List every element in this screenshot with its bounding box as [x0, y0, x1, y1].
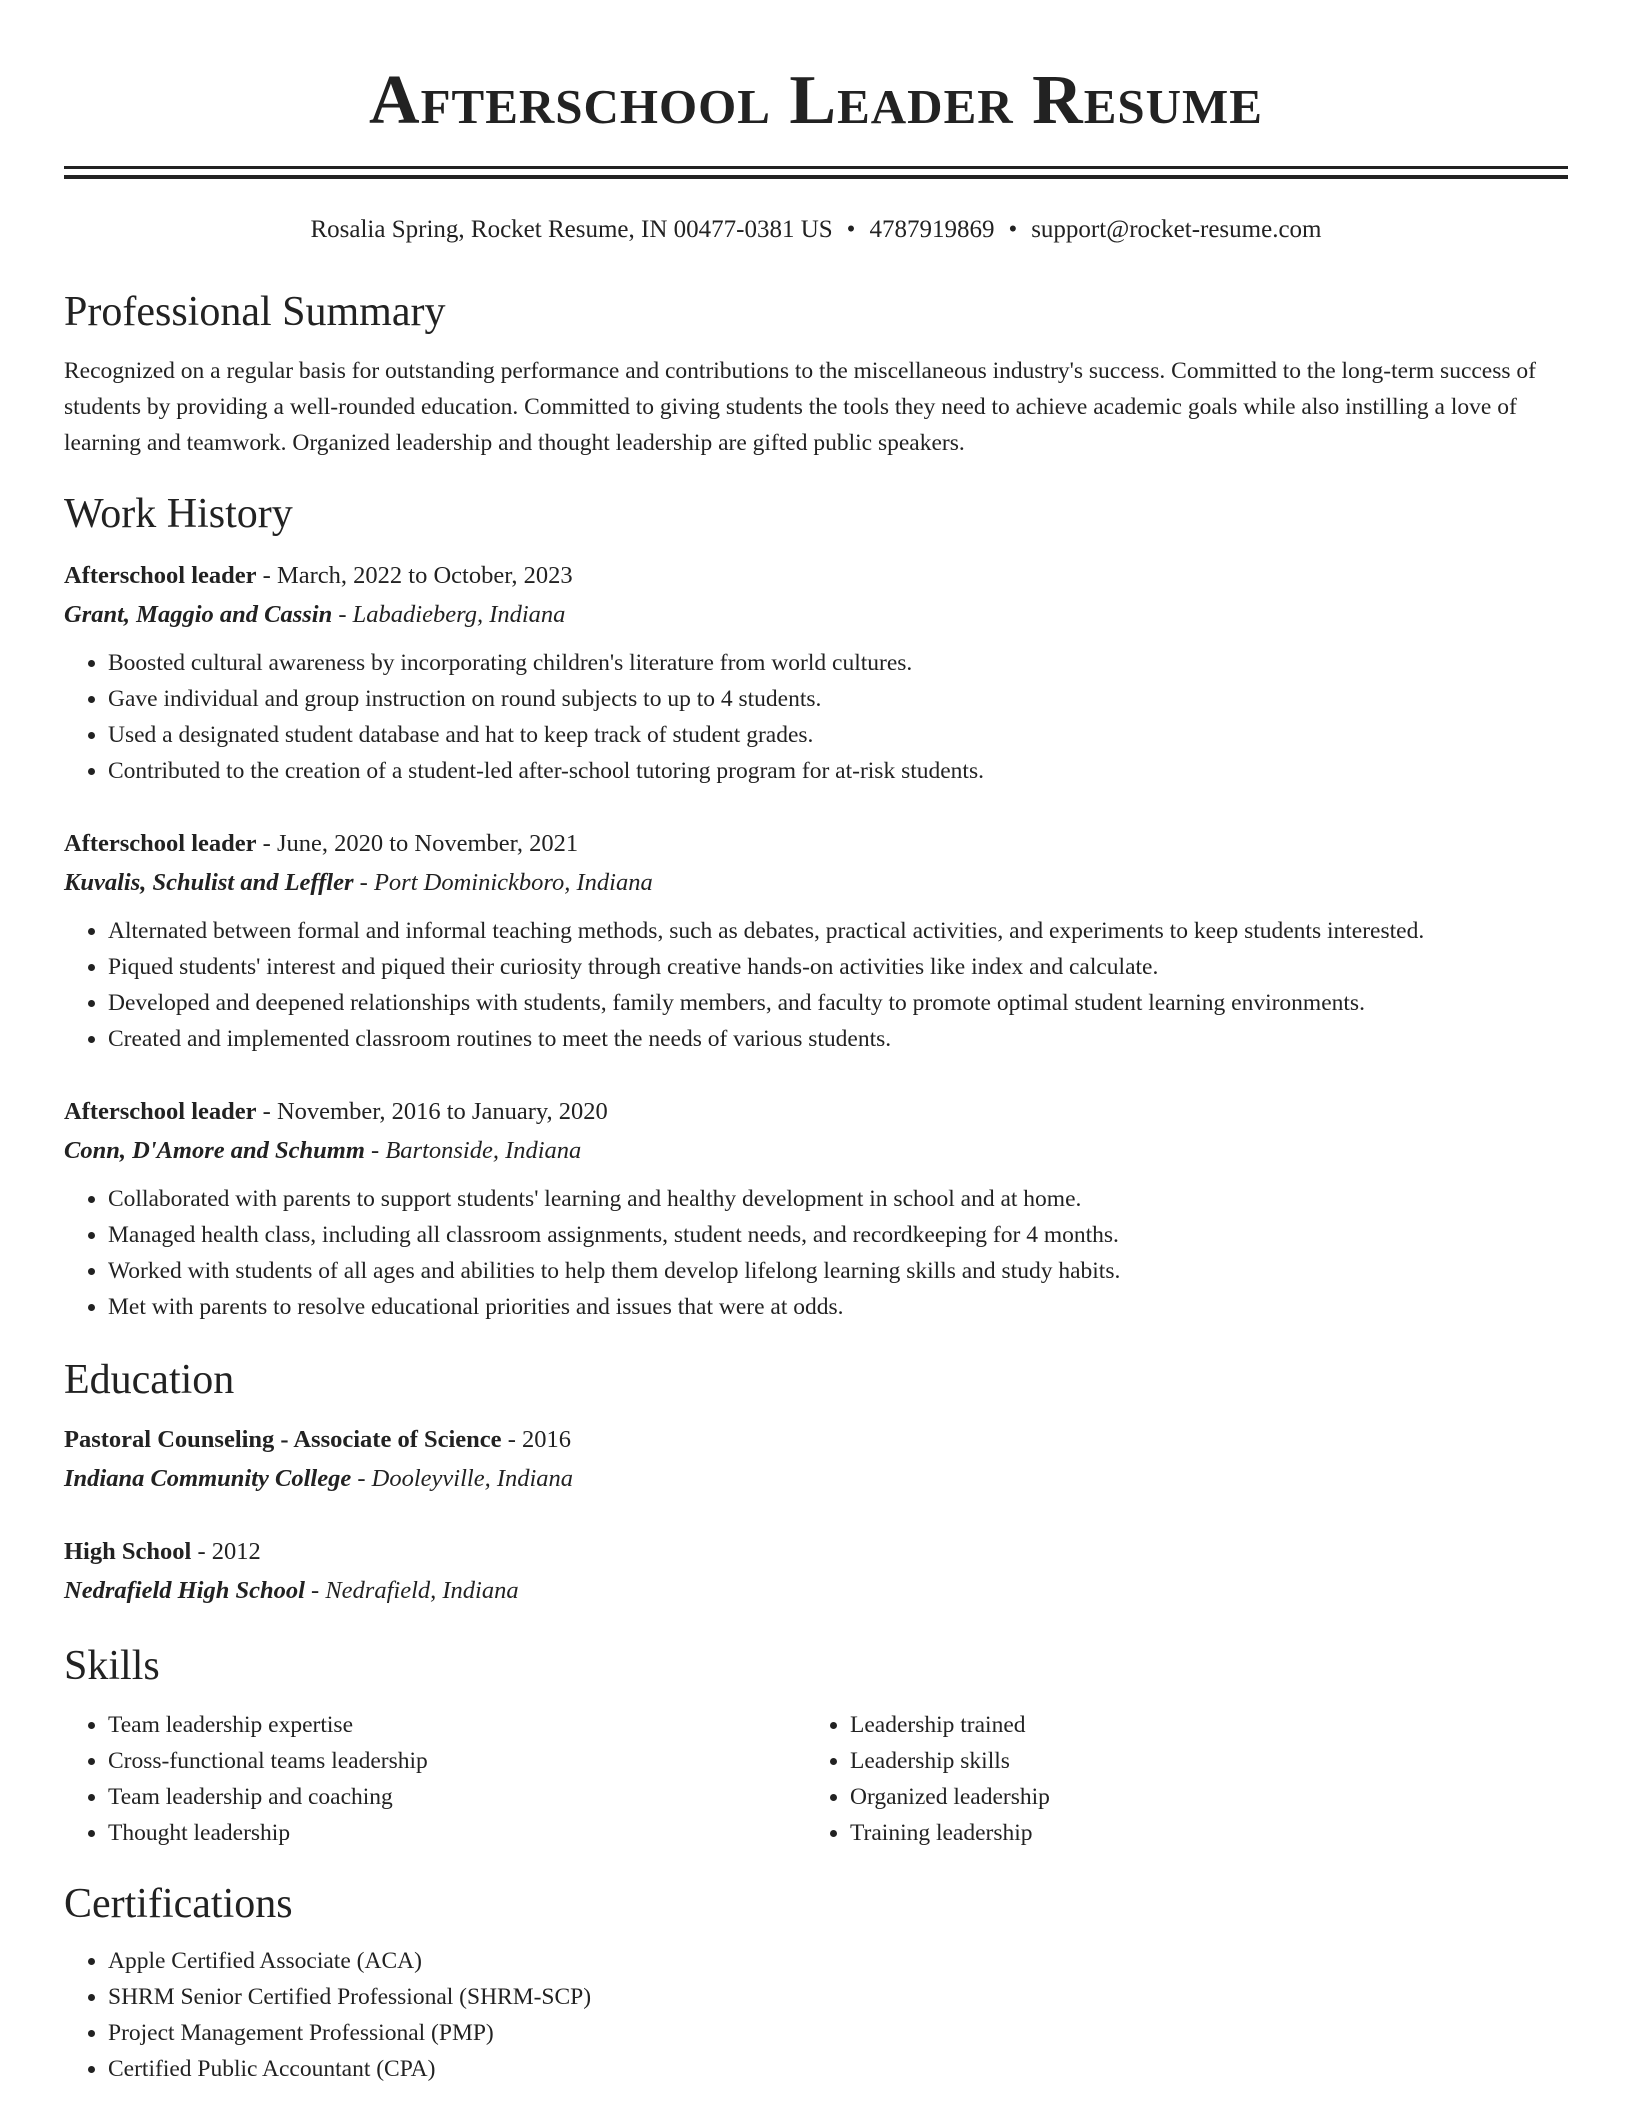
job-company: Conn, D'Amore and Schumm: [64, 1137, 365, 1164]
job-bullets: [64, 913, 1568, 1057]
certification-item: • Apple Certified Associate (ACA): [108, 1943, 1568, 1979]
job-title: Afterschool leader: [64, 562, 257, 589]
job-bullet: • Piqued students' interest and piqued their curiosity through creative hands-on activities like index and calculate.: [108, 949, 1568, 985]
skills-heading: Skills: [64, 1643, 160, 1689]
education-degree-line: High School - 2012: [64, 1538, 261, 1565]
job-entry: [64, 557, 1568, 789]
skills-columns: [64, 1707, 1568, 1851]
education-location: Dooleyville, Indiana: [371, 1465, 574, 1492]
job-bullet: • Collaborated with parents to support students' learning and healthy development in school and at home.: [108, 1181, 1568, 1217]
job-title-line: Afterschool leader - November, 2016 to January, 2020: [64, 1098, 608, 1125]
job-bullet: • Created and implemented classroom routines to meet the needs of various students.: [108, 1021, 1568, 1057]
title-rule-top: [64, 166, 1568, 169]
education-school-line: Indiana Community College - Dooleyville, Indiana: [64, 1465, 574, 1492]
job-bullet: • Met with parents to resolve educational priorities and issues that were at odds.: [108, 1289, 1568, 1325]
job-company-line: Kuvalis, Schulist and Leffler - Port Dominickboro, Indiana: [64, 869, 653, 896]
job-bullet: • Contributed to the creation of a student-led after-school tutoring program for at-risk students.: [108, 753, 1568, 789]
skills-list: [806, 1707, 1548, 1851]
education-entry: [64, 1533, 1568, 1611]
skill-item: • Cross-functional teams leadership: [108, 1743, 806, 1779]
skill-item: • Team leadership expertise: [108, 1707, 806, 1743]
job-dates: March, 2022 to October, 2023: [276, 562, 573, 589]
job-bullet: • Worked with students of all ages and abilities to help them develop lifelong learning skills and study habits.: [108, 1253, 1568, 1289]
contact-separator: •: [846, 216, 856, 243]
certification-item: • Project Management Professional (PMP): [108, 2015, 1568, 2051]
job-title-line: Afterschool leader - June, 2020 to November, 2021: [64, 830, 579, 857]
contact-line: [64, 213, 1568, 247]
contact-separator: •: [1008, 216, 1018, 243]
title-rule-bottom: [64, 175, 1568, 179]
summary-text: Recognized on a regular basis for outstanding performance and contributions to the miscellaneous industry's success. Committed to the long-term success of students by providing a well-rounded education. Committed to giving students the tools they need to achieve academic goals while also instilling a love of learning and teamwork. Organized leadership and thought leadership are gifted public speakers.: [64, 358, 1536, 456]
job-title: Afterschool leader: [64, 830, 257, 857]
job-bullet: • Developed and deepened relationships with students, family members, and faculty to promote optimal student learning environments.: [108, 985, 1568, 1021]
skills-column-right: [806, 1707, 1548, 1851]
job-title-line: Afterschool leader - March, 2022 to October, 2023: [64, 562, 573, 589]
resume-title: Afterschool Leader Resume: [369, 62, 1263, 139]
contact-address: Rosalia Spring, Rocket Resume, IN 00477-0381 US: [310, 216, 833, 243]
education-degree: High School: [64, 1538, 192, 1565]
job-dates: November, 2016 to January, 2020: [276, 1098, 608, 1125]
job-bullet: • Boosted cultural awareness by incorporating children's literature from world cultures.: [108, 645, 1568, 681]
education-year: 2012: [211, 1538, 261, 1565]
job-bullet: • Alternated between formal and informal teaching methods, such as debates, practical activities, and experiments to keep students interested.: [108, 913, 1568, 949]
skill-item: • Organized leadership: [850, 1779, 1548, 1815]
skills-column-left: [64, 1707, 806, 1851]
skill-item: • Team leadership and coaching: [108, 1779, 806, 1815]
education-entry: [64, 1421, 1568, 1499]
job-location: Labadieberg, Indiana: [352, 601, 566, 628]
certification-item: • Certified Public Accountant (CPA): [108, 2051, 1568, 2087]
job-bullets: [64, 1181, 1568, 1325]
job-company-line: Grant, Maggio and Cassin - Labadieberg, Indiana: [64, 601, 566, 628]
job-entry: [64, 825, 1568, 1057]
summary-heading: Professional Summary: [64, 289, 446, 335]
work-history-heading: Work History: [64, 491, 293, 537]
job-location: Port Dominickboro, Indiana: [373, 869, 653, 896]
job-dates: June, 2020 to November, 2021: [276, 830, 579, 857]
education-location: Nedrafield, Indiana: [325, 1577, 519, 1604]
job-bullet: • Gave individual and group instruction on round subjects to up to 4 students.: [108, 681, 1568, 717]
education-school: Nedrafield High School: [64, 1577, 305, 1604]
education-school-line: Nedrafield High School - Nedrafield, Indiana: [64, 1577, 519, 1604]
skills-list: [64, 1707, 806, 1851]
job-location: Bartonside, Indiana: [385, 1137, 582, 1164]
job-bullet: • Managed health class, including all classroom assignments, student needs, and recordkeeping for 4 months.: [108, 1217, 1568, 1253]
education-year: 2016: [521, 1426, 571, 1453]
job-company: Grant, Maggio and Cassin: [64, 601, 333, 628]
education-degree: Pastoral Counseling - Associate of Science: [64, 1426, 502, 1453]
education-degree-line: Pastoral Counseling - Associate of Science - 2016: [64, 1426, 571, 1453]
skill-item: • Leadership skills: [850, 1743, 1548, 1779]
job-title: Afterschool leader: [64, 1098, 257, 1125]
skill-item: • Thought leadership: [108, 1815, 806, 1851]
contact-email: support@rocket-resume.com: [1031, 216, 1322, 243]
certifications-list: [64, 1943, 1568, 2087]
job-company: Kuvalis, Schulist and Leffler: [64, 869, 354, 896]
education-school: Indiana Community College: [64, 1465, 352, 1492]
job-bullet: • Used a designated student database and hat to keep track of student grades.: [108, 717, 1568, 753]
education-heading: Education: [64, 1357, 235, 1403]
certification-item: • SHRM Senior Certified Professional (SHRM-SCP): [108, 1979, 1568, 2015]
skill-item: • Training leadership: [850, 1815, 1548, 1851]
certifications-heading: Certifications: [64, 1881, 293, 1927]
contact-phone: 4787919869: [869, 216, 995, 243]
job-company-line: Conn, D'Amore and Schumm - Bartonside, Indiana: [64, 1137, 582, 1164]
skill-item: • Leadership trained: [850, 1707, 1548, 1743]
job-bullets: [64, 645, 1568, 789]
job-entry: [64, 1093, 1568, 1325]
